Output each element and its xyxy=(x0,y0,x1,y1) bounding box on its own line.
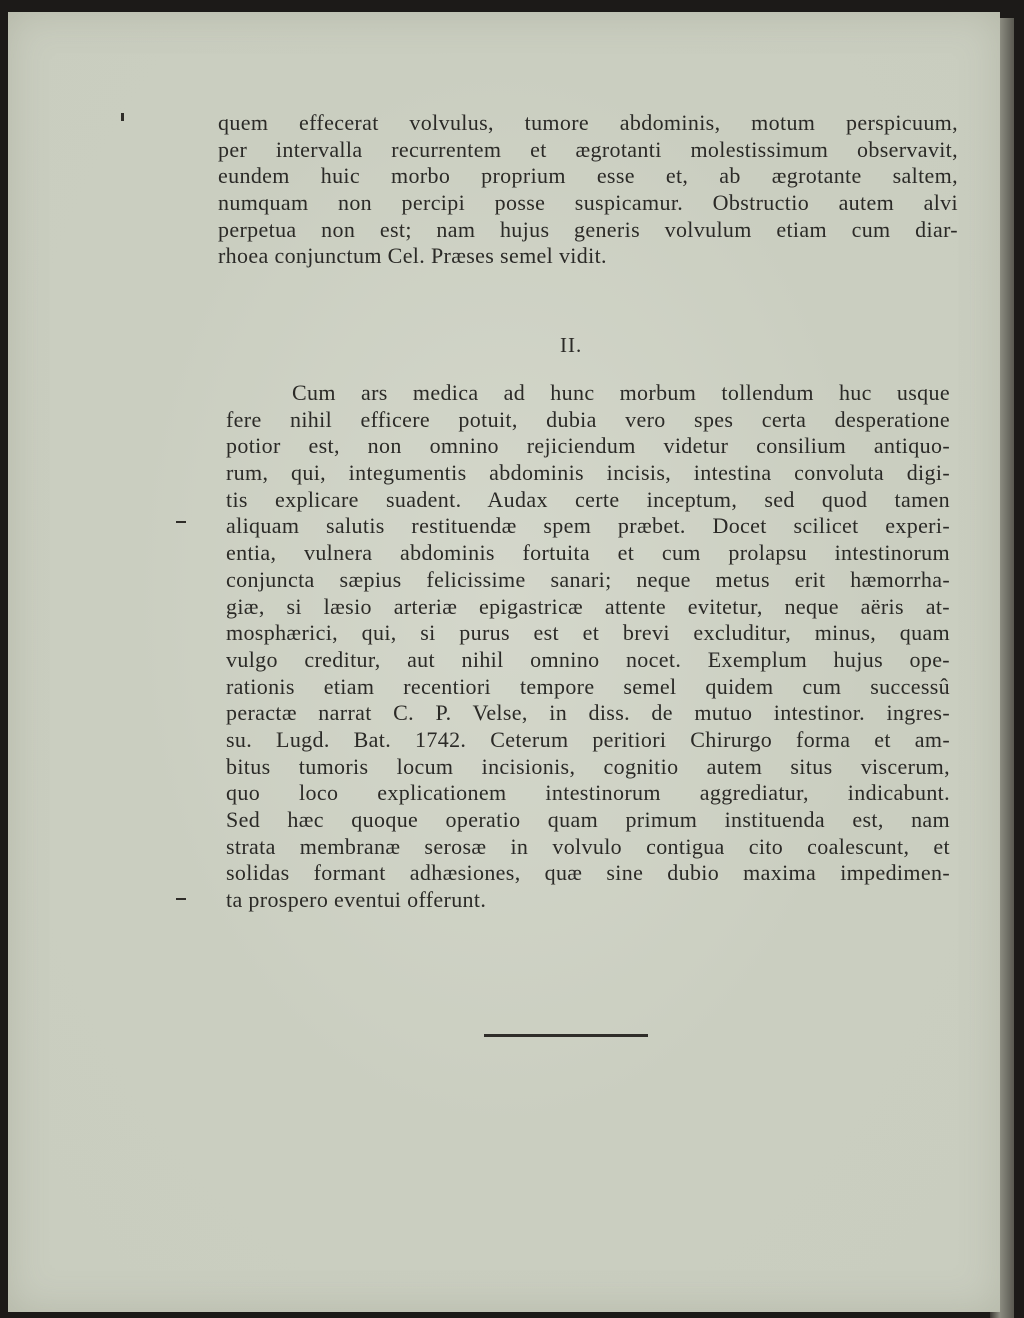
text-line: Cum ars medica ad hunc morbum tollendum huc usque xyxy=(292,380,950,405)
text-line: su. Lugd. Bat. 1742. Ceterum peritiori Chirurgo forma et am- xyxy=(226,726,950,752)
text-line: fere nihil efficere potuit, dubia vero spes certa desperatione xyxy=(226,406,950,432)
text-line: ta prospero eventui offerunt. xyxy=(226,887,487,913)
paragraph-2 xyxy=(226,380,950,914)
text-line: giæ, si læsio arteriæ epigastricæ attente evitetur, neque aëris at- xyxy=(226,593,950,619)
text-line: per intervalla recurrentem et ægrotanti molestissimum observavit, xyxy=(218,136,958,162)
margin-tick xyxy=(176,521,186,523)
section-heading: II. xyxy=(560,333,583,357)
text-line: numquam non percipi posse suspicamur. Obstructio autem alvi xyxy=(218,190,958,216)
text-line: mosphærici, qui, si purus est et brevi excluditur, minus, quam xyxy=(226,620,950,646)
text-line: potior est, non omnino rejiciendum videtur consilium antiquo- xyxy=(226,433,950,459)
text-line: rationis etiam recentiori tempore semel quidem cum successû xyxy=(226,673,950,699)
text-line: vulgo creditur, aut nihil omnino nocet. Exemplum hujus ope- xyxy=(226,646,950,672)
text-line: quo loco explicationem intestinorum aggrediatur, indicabunt. xyxy=(226,780,950,806)
text-line: rhoea conjunctum Cel. Præses semel vidit. xyxy=(218,243,607,269)
text-line: rum, qui, integumentis abdominis incisis, intestina convoluta digi- xyxy=(226,460,950,486)
margin-tick xyxy=(176,898,186,900)
text-line: tis explicare suadent. Audax certe inceptum, sed quod tamen xyxy=(226,486,950,512)
text-line: Sed hæc quoque operatio quam primum instituenda est, nam xyxy=(226,807,950,832)
text-line: conjuncta sæpius felicissime sanari; neque metus erit hæmorrha- xyxy=(226,566,950,592)
text-line: aliquam salutis restituendæ spem præbet. Docet scilicet experi- xyxy=(226,513,950,539)
end-rule xyxy=(484,1034,648,1037)
text-line: bitus tumoris locum incisionis, cognitio autem situs viscerum, xyxy=(226,753,950,779)
text-line: quem effecerat volvulus, tumore abdominis, motum perspicuum, xyxy=(218,110,958,135)
text-line: strata membranæ serosæ in volvulo contigua cito coalescunt, et xyxy=(226,833,950,859)
margin-speck xyxy=(121,113,124,121)
text-line: perpetua non est; nam hujus generis volvulum etiam cum diar- xyxy=(218,216,958,242)
text-line: eundem huic morbo proprium esse et, ab ægrotante saltem, xyxy=(218,163,958,189)
text-line: entia, vulnera abdominis fortuita et cum prolapsu intestinorum xyxy=(226,540,950,566)
text-line: peractæ narrat C. P. Velse, in diss. de mutuo intestinor. ingres- xyxy=(226,700,950,726)
text-line: solidas formant adhæsiones, quæ sine dubio maxima impedimen- xyxy=(226,860,950,886)
paragraph-1 xyxy=(218,110,958,270)
